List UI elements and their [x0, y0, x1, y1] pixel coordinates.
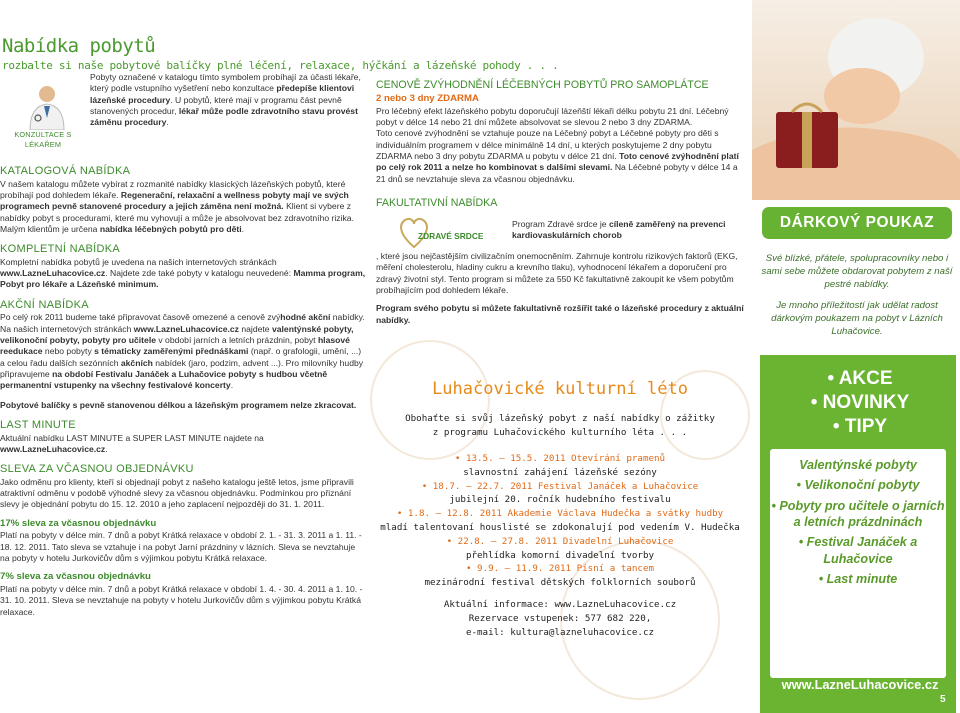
leto-title: Luhačovické kulturní léto [432, 379, 688, 399]
promo-item: • Last minute [818, 572, 898, 587]
spa-photo [752, 0, 960, 200]
katalog-t4: nabídka léčebných pobytů pro děti [99, 223, 242, 234]
event-date: • 18.7. – 22.7. 2011 Festival Janáček a Luhačovice [421, 480, 699, 492]
page-number: 5 [940, 694, 946, 705]
page-header [0, 34, 750, 74]
cenove-t4: Na Léčebné pobyty v délce 14 a 21 dnů se nevztahuje sleva za včasnou objednávku. [376, 162, 738, 184]
vcasnou-text: Jako odměnu pro klienty, kteří si objednají pobyt z našeho katalogu ještě letos, jsme připravili atraktivní odměnu v podobě výhodné slevy za včasnou objednávku. Podmínkou pro přiznání slevy je objednání pobytu do 15. 12. 2010 a jeho zaplacení nejpozději do 31. 1. 2011. [0, 476, 354, 510]
s17-text: Platí na pobyty v délce min. 7 dnů a pobyt Krátká relaxace v období 2. 1. - 31. 3. 2011 a 1. 11. - 18. 12. 2011. Tato sleva se vztahuje i na pobyt Jarní prázdniny v lázních. Sleva se nevztahuje na pobyty v hotelu Jurkovičův dům s výjimkou pobytu Krátká relaxace. [0, 530, 362, 564]
kompletni-title: KOMPLETNÍ NABÍDKA [0, 243, 121, 256]
lastminute-t2: . [105, 443, 108, 454]
akcni-t12: na období Festivalu Janáček a Luhačovice pobyty s hudbou včetně permanentní vstupenky na všechny festivalové koncerty [0, 369, 328, 391]
lastminute-link[interactable]: www.LazneLuhacovice.cz [0, 443, 106, 454]
consult-p1d: lékař může podle zdravotního stavu provést záměnu procedury [90, 106, 358, 128]
katalog-title: KATALOGOVÁ NABÍDKA [0, 165, 131, 177]
akcni-t4: valentýnské pobyty, velikonoční pobyty, pobyty pro učitele [0, 323, 354, 345]
leto-intro2: z programu Luhačovického kulturního léta . . . [432, 427, 688, 439]
fakultativni-t3: , které jsou nejčastějším civilizačním onemocněním. Zahrnuje kontrolu rizikových faktorů (EKG, měření cholesterolu, hladiny cukru a krevního tlaku), vyhodnocení lékařem a doporučení pro zdravý životní styl. Tento program si můžete za 550 Kč fakultativně zakoupit ke všem pobytům probíhajícím pod dohledem lékaře. [376, 251, 738, 296]
fakultativni-t1: Program Zdravé srdce je [512, 219, 609, 229]
katalog-text [0, 179, 366, 236]
doctor-icon [16, 84, 78, 130]
promo-akce: • AKCE [827, 368, 893, 389]
heart-logo-text: ZDRAVÉ SRDCE [418, 231, 484, 241]
akcni-t9: (např. o grafologii, umění, ...) a celou řadu dalších sezónních [0, 346, 362, 368]
promo-item: • Festival Janáček a Luhačovice [798, 535, 918, 566]
cenove-t2: Toto cenové zvýhodnění se vztahuje pouze na Léčebný pobyt a Léčebné pobyty pro děti s individuálním programem v délce minimálně 14 dní, u kterých poskytujeme 2 dny pobytu ZDARMA nebo 3 dny pobytu ZDARMA u pobytu v délce 21 dní. [376, 128, 719, 161]
cenove-t1: Pro léčebný efekt lázeňského pobytu doporučují lázeňští lékaři délku pobytu 21 dní. Léčebný pobyt v délce 14 nebo 21 dní můžete absolvovat se slevou 2 nebo 3 dny ZDARMA. [376, 105, 729, 127]
event-date: • 22.8. – 27.8. 2011 Divadelní Luhačovice [446, 535, 674, 547]
fakultativni-head [376, 215, 746, 251]
gift-t2: Je mnoho příležitostí jak udělat radost dárkovým poukazem na pobyt v Lázních Luhačovice. [771, 299, 943, 337]
promo-url[interactable]: www.LazneLuhacovice.cz [781, 677, 939, 692]
consult-p1: Pobyty označené v katalogu tímto symbolem probíhají za účasti lékaře, který podle vstupního vyšetření nebo konzultace [90, 72, 361, 94]
cenove-text2 [376, 128, 746, 185]
promo-item: • Pobyty pro učitele o jarních a letních prázdninách [771, 498, 945, 530]
event-desc: mladí talentovaní houslisté se zdokonalují pod vedením V. Hudečka [380, 522, 740, 534]
lastminute-t1: Aktuální nabídku LAST MINUTE a SUPER LAST MINUTE najdete na [0, 432, 264, 443]
spa-woman-image [752, 0, 960, 200]
s7-title: 7% sleva za včasnou objednávku [0, 571, 151, 583]
page-title: Nabídka pobytů [2, 35, 156, 57]
left-column [0, 157, 366, 618]
s7-text: Platí na pobyty v délce min. 7 dnů a pobyt Krátká relaxace v období 1. 4. - 30. 4. 2011 a 1. 10. - 31. 10. 2011. Sleva se nevztahuje na pobyty v hotelu Jurkovičův dům s výjimkou pobytu Krátká relaxace. [0, 584, 363, 617]
akcni-t2: nabídky. Na našich internetových stránkách [0, 312, 365, 334]
consult-text [90, 72, 366, 129]
lastminute-title: LAST MINUTE [0, 419, 76, 432]
heart-logo [396, 215, 496, 249]
gift-voucher-badge: DÁRKOVÝ POUKAZ [762, 207, 952, 239]
event-date: • 1.8. – 12.8. 2011 Akademie Václava Hudečka a svátky hudby [396, 508, 724, 520]
katalog-t3: Klient si vybere z nabídky pobyt s procedurami, které mu vyhovují a může je absolvovat bez zdravotního rizika. Malým klientům je určena [0, 201, 354, 234]
akcni-t13: . [230, 380, 234, 391]
leto-intro1: Obohaťte si svůj lázeňský pobyt z naší nabídky o zážitky [405, 413, 715, 425]
fakultativni-t4: Program svého pobytu si můžete fakultativně rozšířit také o lázeňské procedury z aktuální nabídky. [376, 303, 744, 325]
kompletni-t2: . Najdete zde také pobyty v katalogu neuvedené: [105, 268, 294, 279]
akcni-t1b: hodné akční [280, 312, 331, 323]
delka-t2: m nelze zkracovat. [280, 399, 357, 410]
leto-lines [368, 412, 752, 639]
leto-info3: e-mail: kultura@lazneluhacovice.cz [465, 626, 655, 638]
promo-novinky: • NOVINKY [810, 391, 910, 413]
kompletni-link[interactable]: www.LazneLuhacovice.cz [0, 268, 106, 279]
s17-title: 17% sleva za včasnou objednávku [0, 517, 157, 529]
cenove-t3: Toto cenové zvýhodnění platí po celý rok 2011 a nelze ho kombinovat s dalšími slevami. [376, 151, 739, 173]
akcni-t7: nebo pobyty [42, 346, 95, 357]
gift-t1: Své blízké, přátele, spolupracovníky nebo i sami sebe můžete obdarovat pobytem z naší pestré nabídky. [761, 253, 953, 290]
event-desc: mezinárodní festival dětských folklorních souborů [424, 577, 696, 589]
kompletni-t1: Kompletní nabídka pobytů je uvedena na našich internetových stránkách [0, 256, 277, 267]
vcasnou-title: SLEVA ZA VČASNOU OBJEDNÁVKU [0, 463, 194, 476]
akcni-t8: s tématicky zaměřenými přednáškami [94, 346, 249, 357]
gift-text [760, 253, 954, 339]
consult-p1e: . [166, 117, 169, 128]
katalog-t2: Regenerační, relaxační a wellness pobyty mají ve svých programech pevně stanovené procedury a jejich záměna není možná. [0, 189, 349, 212]
consult-p1c: . U pobytů, které mají v programu část pevně stanovených procedur, [90, 94, 342, 117]
consult-caption: KONZULTACE S LÉKAŘEM [14, 130, 72, 149]
akcni-t1: Po celý rok 2011 budeme také připravovat časově omezené a cenově zvý [0, 312, 281, 323]
akcni-t5: v období jarních a letních prázdnin, pobyt [155, 334, 318, 345]
akcni-link[interactable]: www.LazneLuhacovice.cz [133, 323, 239, 334]
cenove-sub: 2 nebo 3 dny ZDARMA [376, 92, 479, 104]
akcni-t3: najdete [238, 323, 272, 334]
event-date: • 13.5. – 15.5. 2011 Otevírání pramenů [454, 453, 666, 465]
akcni-title: AKČNÍ NABÍDKA [0, 298, 89, 311]
leto-info2: Rezervace vstupenek: 577 682 220, [468, 612, 652, 624]
kompletni-t3: Mamma program, Pobyt pro lékaře a Lázeňské minimum. [0, 268, 366, 290]
akcni-text [0, 312, 366, 391]
event-date: • 9.9. – 11.9. 2011 Písní a tancem [465, 563, 655, 575]
promo-item: • Velikonoční pobyty [796, 478, 920, 493]
fakultativni-intro [512, 219, 744, 242]
promo-item: Valentýnské pobyty [799, 458, 917, 472]
page-subtitle: rozbalte si naše pobytové balíčky plné léčení, relaxace, hýčkání a lázeňské pohody . . . [2, 59, 559, 73]
fakultativni-t2: cíleně zaměřený na prevenci kardiovaskulárních chorob [512, 219, 726, 241]
middle-column [376, 79, 746, 326]
promo-list [770, 449, 946, 678]
event-desc: přehlídka komorní divadelní tvorby [465, 549, 655, 561]
katalog-t1: V našem katalogu můžete vybírat z rozmanité nabídky klasických lázeňských pobytů, které probíhají pod dohledem lékaře. [0, 178, 346, 200]
cenove-title: CENOVĚ ZVÝHODNĚNÍ LÉČEBNÝCH POBYTŮ PRO SAMOPLÁTCE [376, 79, 709, 91]
promo-tipy: • TIPY [832, 415, 888, 437]
lastminute-text [0, 433, 366, 456]
katalog-t5: . [241, 223, 245, 234]
fakultativni-title: FAKULTATIVNÍ NABÍDKA [376, 197, 498, 210]
event-desc: slavnostní zahájení lázeňské sezóny [463, 466, 657, 478]
kulturni-leto [368, 378, 752, 688]
promo-headline [765, 367, 955, 438]
consult-p1b: předepíše klientovi lázeňské procedury [90, 83, 355, 105]
leto-info1: Aktuální informace: www.LazneLuhacovice.cz [443, 599, 677, 610]
akcni-t11: nabídek (jaro, podzim, advent ...). Pro milovníky hudby připravujeme [0, 357, 364, 380]
delka-text [0, 400, 366, 411]
kompletni-text [0, 257, 366, 291]
delka-t1: Pobytové balíčky s pevně stanovenou délkou a lázeňským programe [0, 399, 281, 410]
event-desc: jubilejní 20. ročník hudebního festivalu [449, 494, 671, 506]
akcni-t6: hlasové reedukace [0, 334, 350, 357]
akcni-t10: akčních [120, 357, 153, 368]
